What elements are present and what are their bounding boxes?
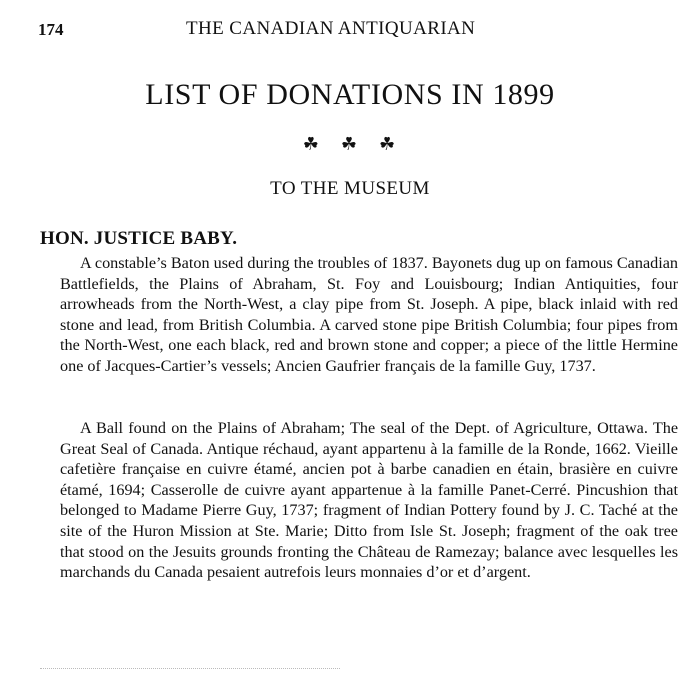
section-subtitle: TO THE MUSEUM xyxy=(270,178,430,199)
fleuron-ornament-icon: ☘☘☘ xyxy=(302,134,418,154)
donation-paragraph-2: A Ball found on the Plains of Abraham; The seal of the Dept. of Agriculture, Ottawa. The Great Seal of Canada. Antique réchaud, ayant appartenu à la famille de la Ronde, 1662. Vieille cafetière française en cuivre étamé, ancien pot à barbe canadien en étain, brasière en cuivre étamé, 1694; Casserolle de cuivre ayant appartenue à la famille Panet-Cerré. Pincushion that belonged to Madame Pierre Guy, 1737; fragment of Indian Pottery found by J. C. Taché at the site of the Huron Mission at Ste. Marie; Ditto from Isle St. Joseph; fragment of the oak tree that stood on the Jesuits grounds fronting the Château de Ramezay; balance avec lesquelles les marchands du Canada pesaient autrefois leurs monnaies d’or et d’argent. xyxy=(60,419,678,582)
running-title: THE CANADIAN ANTIQUARIAN xyxy=(186,18,476,39)
running-head xyxy=(38,18,598,42)
donor-name: HON. JUSTICE BABY. xyxy=(40,228,238,249)
donation-paragraph-1: A constable’s Baton used during the troubles of 1837. Bayonets dug up on famous Canadian Battlefields, the Plains of Abraham, St. Foy and Louisbourg; Indian Antiquities, four arrowheads from the North-West, a clay pipe from St. Joseph. A pipe, black inlaid with red stone and lead, from British Columbia. A carved stone pipe British Columbia; four pipes from the North-West, one each black, red and brown stone and copper; a piece of the little Hermine one of Jacques-Cartier’s vessels; Ancien Gaufrier français de la famille Guy, 1737. xyxy=(60,254,678,375)
page-number: 174 xyxy=(38,20,64,39)
page-title: LIST OF DONATIONS IN 1899 xyxy=(145,78,555,111)
bottom-divider xyxy=(40,668,340,670)
